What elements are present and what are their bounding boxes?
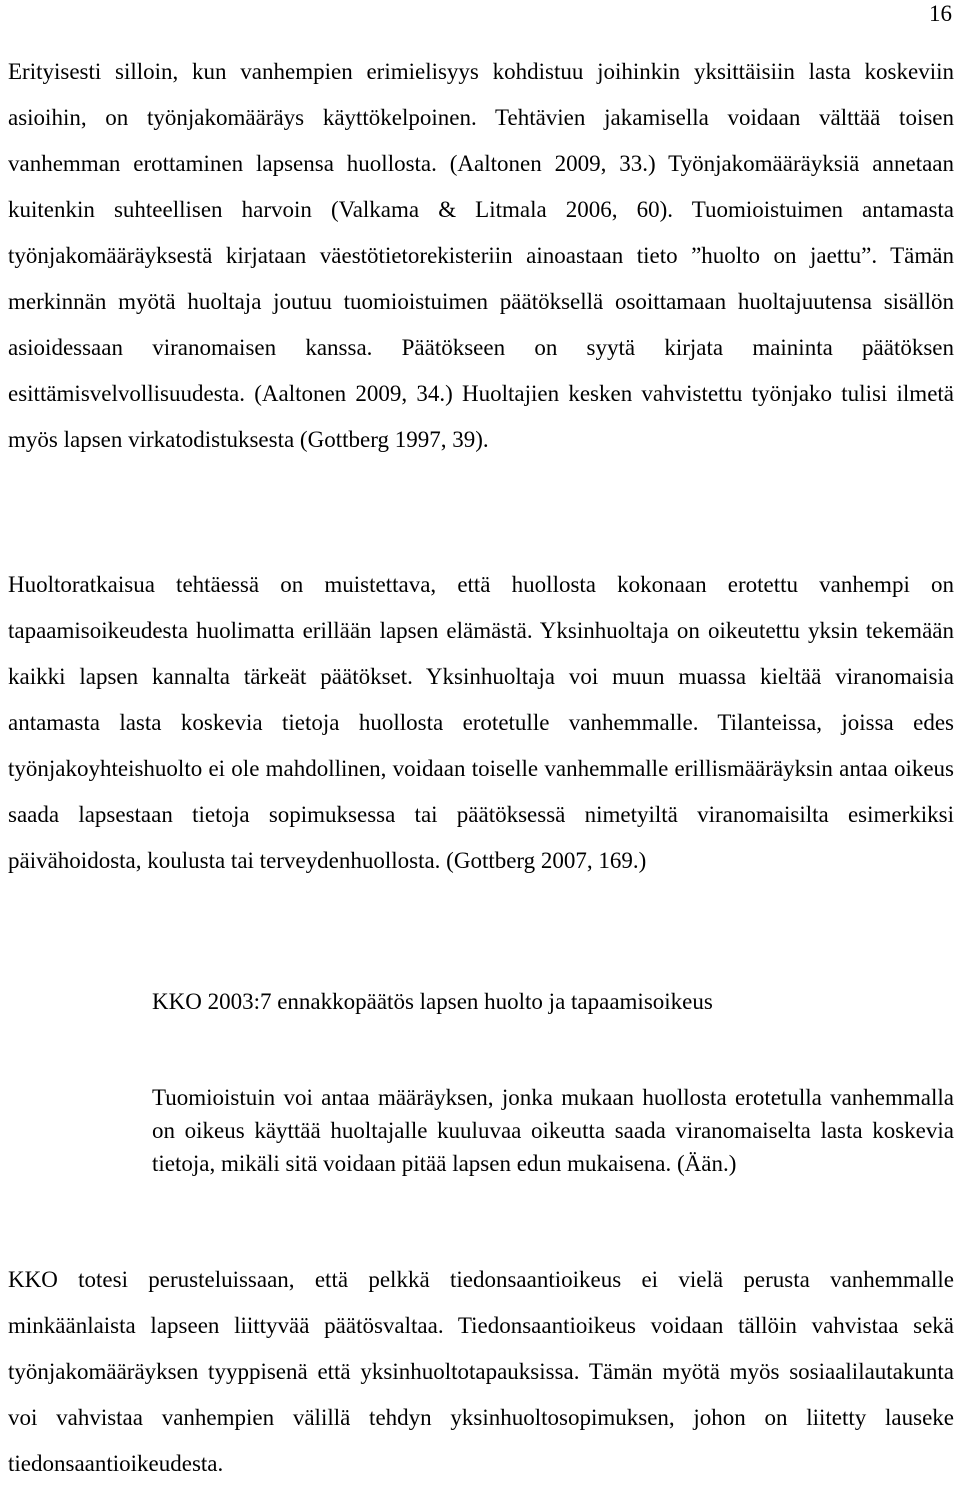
paragraph-sole-custody: Huoltoratkaisua tehtäessä on muistettava, että huollosta kokonaan erotettu vanhempi on tapaamisoikeudesta huolimatta erillään lapsen elämästä. Yksinhuoltaja on oikeutettu yksin tekemään kaikki lapsen kannalta tärkeät päätökset. Yksinhuoltaja voi muun muassa kieltää viranomaisia antamasta lasta koskevia tietoja huollosta erotetulle vanhemmalle. Tilanteissa, joissa edes työnjakoyhteishuolto ei ole mahdollinen, voidaan toiselle vanhemmalle erillismääräyksin antaa oikeus saada lapsestaan tietoja sopimuksessa tai päätöksessä nimetyiltä viranomaisilta esimerkiksi päivähoidosta, koulusta tai terveydenhuollosta. (Gottberg 2007, 169.) bbox=[8, 572, 954, 873]
paragraph-kko-reasoning: KKO totesi perusteluissaan, että pelkkä tiedonsaantioikeus ei vielä perusta vanhemmalle minkäänlaista lapseen liittyvää päätösvaltaa. Tiedonsaantioikeus voidaan tällöin vahvistaa sekä työnjakomääräyksen tyyppisenä että yksinhuoltotapauksissa. Tämän myötä myös sosiaalilautakunta voi vahvistaa vanhempien välillä tehdyn yksinhuoltosopimuksen, johon on liitetty lauseke tiedonsaantioikeudesta. bbox=[8, 1267, 954, 1476]
page-number: 16 bbox=[929, 1, 952, 26]
case-title: KKO 2003:7 ennakkopäätös lapsen huolto ja tapaamisoikeus bbox=[152, 989, 713, 1014]
paragraph-work-division-order: Erityisesti silloin, kun vanhempien erimielisyys kohdistuu joihinkin yksittäisiin lasta koskeviin asioihin, on työnjakomääräys käyttökelpoinen. Tehtävien jakamisella voidaan välttää toisen vanhemman erottaminen lapsensa huollosta. (Aaltonen 2009, 33.) Työnjakomääräyksiä annetaan kuitenkin suhteellisen harvoin (Valkama & Litmala 2006, 60). Tuomioistuimen antamasta työnjakomääräyksestä kirjataan väestötietorekisteriin ainoastaan tieto ”huolto on jaettu”. Tämän merkinnän myötä huoltaja joutuu tuomioistuimen päätöksellä osoittamaan huoltajuutensa sisällön asioidessaan viranomaisen kanssa. Päätökseen on syytä kirjata maininta päätöksen esittämisvelvollisuudesta. (Aaltonen 2009, 34.) Huoltajien kesken vahvistettu työnjako tulisi ilmetä myös lapsen virkatodistuksesta (Gottberg 1997, 39). bbox=[8, 59, 954, 452]
case-summary: Tuomioistuin voi antaa määräyksen, jonka mukaan huollosta erotetulla vanhemmalla on oikeus käyttää huoltajalle kuuluvaa oikeutta saada viranomaiselta lasta koskevia tietoja, mikäli sitä voidaan pitää lapsen edun mukaisena. (Ään.) bbox=[152, 1085, 954, 1176]
